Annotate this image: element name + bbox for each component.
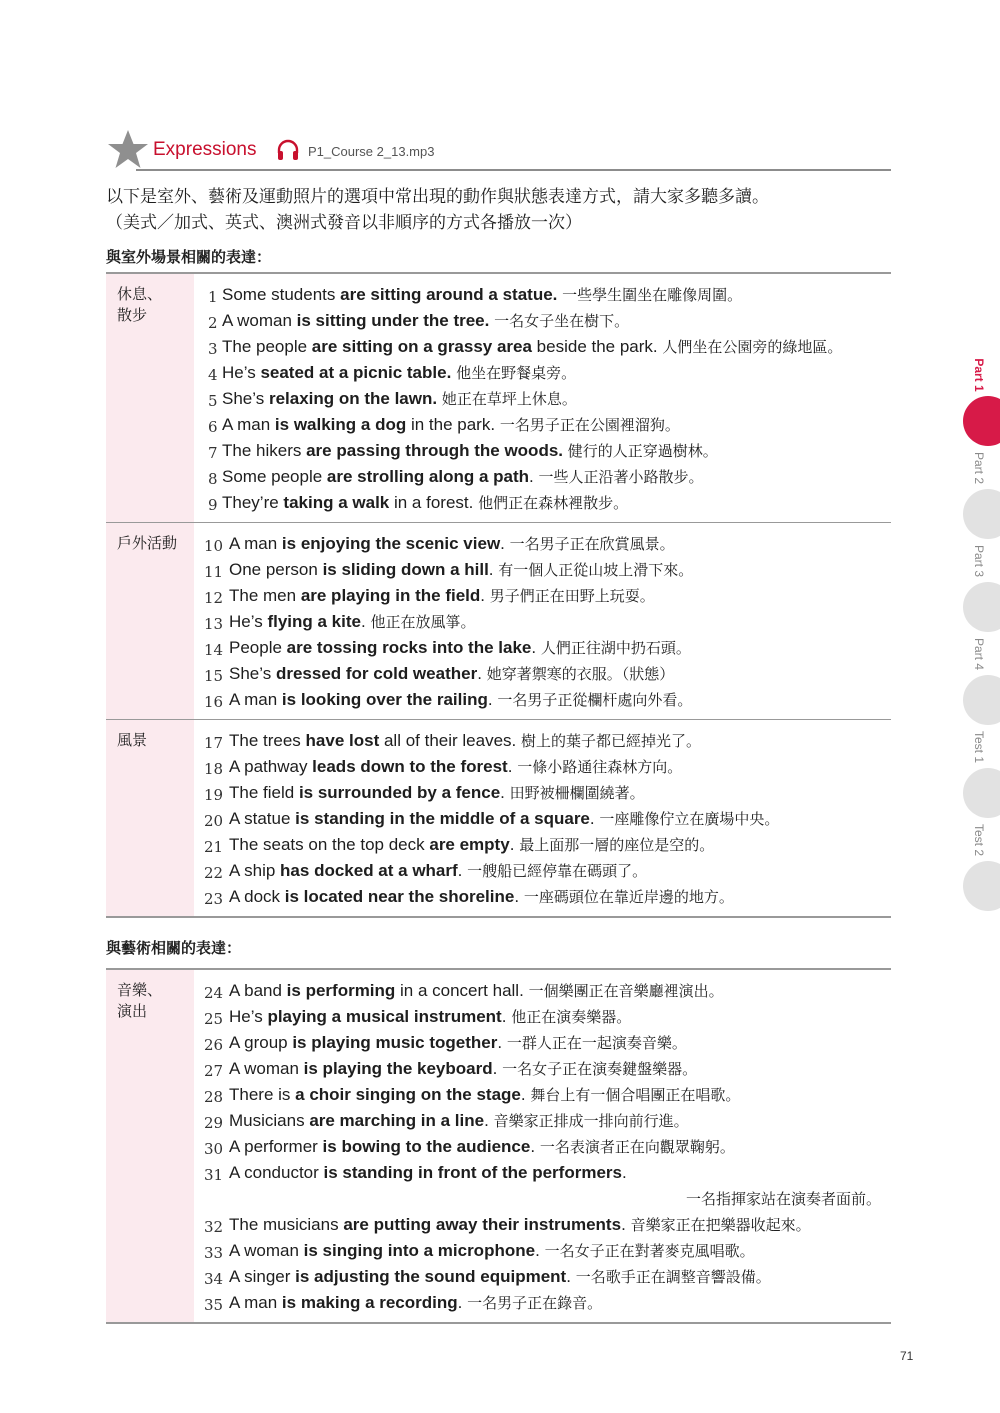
- expression-item: [194, 412, 891, 438]
- expression-number: 12: [204, 589, 224, 607]
- category-label-line: 音樂、: [117, 981, 163, 999]
- expression-item: [194, 308, 891, 334]
- expression-number: 33: [204, 1244, 224, 1262]
- expression-item: [194, 1030, 891, 1056]
- chinese-translation: 一座雕像佇立在廣場中央。: [594, 810, 780, 828]
- expression-key-phrase: is standing in front of the performers: [323, 1163, 622, 1182]
- expression-text: .: [457, 1293, 463, 1312]
- side-tab-label[interactable]: Part 3: [972, 544, 986, 577]
- expression-item: [194, 490, 891, 516]
- expression-number: 31: [204, 1166, 224, 1184]
- expression-text: The seats on the top deck: [229, 835, 430, 854]
- expression-text: He’s: [222, 363, 261, 382]
- expression-text: The trees: [229, 731, 306, 750]
- expression-number: 28: [204, 1088, 224, 1106]
- category-label: [106, 523, 194, 719]
- expression-text: A woman: [222, 311, 297, 330]
- expression-key-phrase: are marching in a line: [309, 1111, 485, 1130]
- expression-key-phrase: relaxing on the lawn.: [268, 389, 438, 408]
- expression-number: 7: [208, 444, 218, 462]
- expression-item: [194, 832, 891, 858]
- category-label-line: 演出: [117, 1002, 148, 1020]
- expression-number: 35: [204, 1296, 224, 1314]
- expression-number: 24: [204, 984, 224, 1002]
- expression-text: .: [529, 467, 534, 486]
- expression-text: There is: [229, 1085, 296, 1104]
- expression-text: .: [535, 1241, 540, 1260]
- expression-text: The men: [229, 586, 301, 605]
- expression-text: A woman: [229, 1059, 304, 1078]
- side-tab-label[interactable]: Test 1: [972, 730, 986, 763]
- expression-number: 16: [204, 693, 224, 711]
- expression-text: .: [621, 1215, 626, 1234]
- expression-text: She’s: [229, 664, 276, 683]
- expression-text: .: [589, 809, 595, 828]
- table-row: [106, 970, 891, 1322]
- art-heading: 與藝術相關的表達：: [106, 939, 242, 957]
- expression-number: 5: [208, 392, 218, 410]
- chinese-translation: 一名女子正在演奏鍵盤樂器。: [497, 1060, 698, 1078]
- expression-text: .: [514, 887, 520, 906]
- expression-number: 27: [204, 1062, 224, 1080]
- expression-key-phrase: is sliding down a hill: [322, 560, 489, 579]
- expression-item: [194, 1264, 891, 1290]
- audio-file-label[interactable]: P1_Course 2_13.mp3: [308, 144, 435, 159]
- chinese-translation: 一名男子正在欣賞風景。: [504, 535, 675, 553]
- chinese-translation: 男子們正在田野上玩耍。: [485, 587, 655, 605]
- expression-key-phrase: are sitting on a grassy area: [311, 337, 532, 356]
- expression-key-phrase: flying a kite: [267, 612, 361, 631]
- expression-key-phrase: are strolling along a path: [326, 467, 530, 486]
- expression-item: [194, 780, 891, 806]
- expression-key-phrase: is performing: [286, 981, 396, 1000]
- expression-text: A ship: [229, 861, 281, 880]
- expression-key-phrase: is making a recording: [281, 1293, 458, 1312]
- expression-text: .: [484, 1111, 489, 1130]
- category-label-line: 風景: [117, 731, 148, 749]
- expression-key-phrase: is walking a dog: [274, 415, 407, 434]
- expression-key-phrase: dressed for cold weather: [275, 664, 478, 683]
- expression-number: 32: [204, 1218, 224, 1236]
- expression-number: 34: [204, 1270, 224, 1288]
- expression-text: .: [480, 586, 486, 605]
- expression-item: [194, 1108, 891, 1134]
- expression-key-phrase: taking a walk: [283, 493, 390, 512]
- chinese-translation: 他正在演奏樂器。: [506, 1008, 632, 1026]
- table-row: [106, 274, 891, 523]
- expression-text: A singer: [229, 1267, 296, 1286]
- side-tab-label[interactable]: Part 4: [972, 637, 986, 670]
- chinese-translation: 一名男子正從欄杆處向外看。: [492, 691, 693, 709]
- side-tab-part-2[interactable]: [958, 433, 1000, 526]
- expression-text: in a concert hall.: [395, 981, 524, 1000]
- expression-text: A man: [222, 415, 275, 434]
- chinese-translation: 健行的人正穿過樹林。: [563, 442, 718, 460]
- side-tab-part-3[interactable]: [958, 526, 1000, 619]
- expression-item: [194, 754, 891, 780]
- expression-number: 17: [204, 734, 224, 752]
- expression-key-phrase: is playing music together: [292, 1033, 498, 1052]
- expression-number: 6: [208, 418, 218, 436]
- category-label: [106, 720, 194, 916]
- expression-text: The musicians: [229, 1215, 344, 1234]
- expression-key-phrase: is playing the keyboard: [303, 1059, 493, 1078]
- outdoor-expressions-table: [106, 272, 891, 918]
- star-icon: [106, 128, 150, 170]
- expression-key-phrase: is looking over the railing: [281, 690, 488, 709]
- expression-text: A group: [229, 1033, 293, 1052]
- expression-item: [194, 1082, 891, 1108]
- expression-key-phrase: is standing in the middle of a square: [295, 809, 590, 828]
- expression-number: 22: [204, 864, 224, 882]
- expression-number: 3: [208, 340, 218, 358]
- expression-text: .: [487, 690, 493, 709]
- expression-item: [194, 978, 891, 1004]
- expression-text: .: [500, 783, 505, 802]
- expression-key-phrase: leads down to the forest: [312, 757, 508, 776]
- expression-text: .: [360, 612, 366, 631]
- expression-text: The hikers: [222, 441, 307, 460]
- expression-text: A pathway: [229, 757, 313, 776]
- expression-text: .: [488, 560, 494, 579]
- chinese-translation: 一條小路通往森林方向。: [512, 758, 683, 776]
- expression-key-phrase: are putting away their instruments: [343, 1215, 622, 1234]
- expression-list: [194, 274, 891, 522]
- outdoor-heading: 與室外場景相關的表達：: [106, 248, 272, 266]
- chinese-translation: 一些學生圍坐在雕像周圍。: [557, 286, 743, 304]
- expression-key-phrase: have lost: [305, 731, 380, 750]
- expression-item: [194, 386, 891, 412]
- chinese-translation: 她正在草坪上休息。: [437, 390, 577, 408]
- header-rule: [136, 169, 891, 171]
- expression-item: [194, 609, 891, 635]
- expression-text: He’s: [229, 612, 268, 631]
- expression-key-phrase: playing a musical instrument: [267, 1007, 502, 1026]
- chinese-translation: 他正在放風箏。: [365, 613, 476, 631]
- expression-item: [194, 360, 891, 386]
- chinese-translation: 一名女子坐在樹下。: [489, 312, 630, 330]
- chinese-translation: 舞台上有一個合唱團正在唱歌。: [525, 1086, 741, 1104]
- expression-text: A performer: [229, 1137, 323, 1156]
- expression-text: A man: [229, 534, 282, 553]
- expression-text: The field: [229, 783, 299, 802]
- category-label-line: 散步: [117, 306, 148, 324]
- expression-text: A man: [229, 690, 282, 709]
- category-label-line: 休息、: [117, 285, 163, 303]
- expression-text: A band: [229, 981, 287, 1000]
- expression-text: .: [507, 757, 513, 776]
- expression-text: One person: [229, 560, 323, 579]
- chinese-translation: 他坐在野餐桌旁。: [451, 364, 577, 382]
- expression-key-phrase: is enjoying the scenic view: [281, 534, 501, 553]
- chinese-translation: 音樂家正在把樂器收起來。: [625, 1216, 811, 1234]
- expression-text: .: [509, 835, 515, 854]
- expression-text: .: [520, 1085, 526, 1104]
- art-expressions-table: [106, 968, 891, 1324]
- chinese-translation: 人們正往湖中扔石頭。: [536, 639, 691, 657]
- chinese-translation: 有一個人正從山坡上滑下來。: [493, 561, 694, 579]
- expression-item: [194, 282, 891, 308]
- expression-text: A woman: [229, 1241, 304, 1260]
- expression-item: [194, 464, 891, 490]
- intro-text: [106, 184, 906, 236]
- side-tabs: [958, 340, 1000, 900]
- expression-item: [194, 583, 891, 609]
- chinese-translation: 人們坐在公園旁的綠地區。: [657, 338, 843, 356]
- expression-list: [194, 720, 891, 916]
- expression-text: in a forest.: [389, 493, 474, 512]
- expression-text: .: [531, 638, 537, 657]
- expression-text: She’s: [222, 389, 269, 408]
- expression-number: 18: [204, 760, 224, 778]
- expression-number: 9: [208, 496, 218, 514]
- expression-item: [194, 1004, 891, 1030]
- page-number: 71: [900, 1349, 914, 1363]
- expression-number: 21: [204, 838, 224, 856]
- expression-text: .: [621, 1163, 627, 1182]
- expression-list: [194, 970, 891, 1322]
- expression-number: 11: [204, 563, 224, 581]
- expression-key-phrase: are empty: [429, 835, 510, 854]
- category-label-line: 戶外活動: [117, 534, 178, 552]
- chinese-translation: 她穿著禦寒的衣服。（狀態）: [481, 665, 675, 683]
- expression-item: [194, 858, 891, 884]
- expression-text: .: [500, 534, 505, 553]
- expression-item: [194, 1290, 891, 1316]
- expression-number: 13: [204, 615, 224, 633]
- expression-key-phrase: are passing through the woods.: [306, 441, 564, 460]
- expression-text: Some people: [222, 467, 327, 486]
- expression-item: [194, 1134, 891, 1160]
- chinese-translation: 田野被柵欄圍繞著。: [504, 784, 645, 802]
- expressions-header: [106, 128, 891, 172]
- chinese-translation: 一名女子正在對著麥克風唱歌。: [539, 1242, 755, 1260]
- expression-item: [194, 661, 891, 687]
- expression-number: 19: [204, 786, 224, 804]
- expression-number: 20: [204, 812, 224, 830]
- expression-number: 29: [204, 1114, 224, 1132]
- expression-number: 30: [204, 1140, 224, 1158]
- side-tab-label[interactable]: Part 1: [972, 358, 986, 392]
- section-title: Expressions: [153, 139, 257, 160]
- expression-text: in the park.: [406, 415, 496, 434]
- expression-item: [194, 438, 891, 464]
- expression-number: 1: [208, 288, 218, 306]
- expression-key-phrase: is adjusting the sound equipment: [295, 1267, 567, 1286]
- expression-text: .: [457, 861, 463, 880]
- expression-number: 10: [204, 537, 224, 555]
- expression-text: The people: [222, 337, 312, 356]
- expression-text: .: [566, 1267, 571, 1286]
- chinese-translation: 一名男子正在錄音。: [462, 1294, 603, 1312]
- expression-item: [194, 1238, 891, 1264]
- expression-item: [194, 531, 891, 557]
- expression-number: 25: [204, 1010, 224, 1028]
- expression-key-phrase: seated at a picnic table.: [260, 363, 452, 382]
- expression-text: He’s: [229, 1007, 268, 1026]
- expression-item: [194, 884, 891, 910]
- side-tab-label[interactable]: Part 2: [972, 451, 986, 484]
- table-row: [106, 720, 891, 916]
- chinese-translation: 一些人正沿著小路散步。: [533, 468, 704, 486]
- side-tab-test-2[interactable]: [958, 805, 1000, 898]
- chinese-translation: 一名指揮家站在演奏者面前。: [685, 1190, 881, 1208]
- table-row: [106, 523, 891, 720]
- expression-text: They’re: [222, 493, 284, 512]
- expression-number: 8: [208, 470, 218, 488]
- expression-text: Some students: [222, 285, 341, 304]
- expression-item: [194, 1212, 891, 1238]
- expression-text: A dock: [229, 887, 285, 906]
- chinese-translation: 一群人正在一起演奏音樂。: [502, 1034, 687, 1052]
- expression-key-phrase: a choir singing on the stage: [295, 1085, 521, 1104]
- expression-text: .: [492, 1059, 498, 1078]
- expression-text: A man: [229, 1293, 282, 1312]
- expression-item: [194, 557, 891, 583]
- expression-number: 26: [204, 1036, 224, 1054]
- expression-text: Musicians: [229, 1111, 310, 1130]
- expression-number: 23: [204, 890, 224, 908]
- expression-key-phrase: is singing into a microphone: [303, 1241, 536, 1260]
- chinese-translation: 一名男子正在公園裡溜狗。: [495, 416, 680, 434]
- chinese-translation: 他們正在森林裡散步。: [473, 494, 629, 512]
- side-tab-part-1[interactable]: [958, 340, 1000, 433]
- chinese-translation: 一名表演者正在向觀眾鞠躬。: [535, 1138, 735, 1156]
- expression-text: beside the park.: [531, 337, 658, 356]
- expression-text: .: [497, 1033, 503, 1052]
- expression-text: .: [530, 1137, 536, 1156]
- expression-item: [194, 806, 891, 832]
- expression-key-phrase: are playing in the field: [300, 586, 481, 605]
- expression-text: A conductor: [229, 1163, 324, 1182]
- side-tab-label[interactable]: Test 2: [972, 823, 986, 856]
- expression-item: [194, 728, 891, 754]
- expression-number: 15: [204, 667, 224, 685]
- category-label: [106, 970, 194, 1322]
- tab-dot-icon[interactable]: [963, 861, 1000, 911]
- expression-item: [194, 635, 891, 661]
- expression-key-phrase: are sitting around a statue.: [340, 285, 558, 304]
- expression-key-phrase: are tossing rocks into the lake: [286, 638, 532, 657]
- expression-item: [194, 334, 891, 360]
- chinese-translation: 一艘船已經停靠在碼頭了。: [462, 862, 648, 880]
- headphones-icon[interactable]: [276, 138, 300, 162]
- expression-text: .: [477, 664, 482, 683]
- chinese-translation: 一名歌手正在調整音響設備。: [570, 1268, 771, 1286]
- chinese-translation: 最上面那一層的座位是空的。: [514, 836, 715, 854]
- chinese-translation: 一個樂團正在音樂廳裡演出。: [523, 982, 724, 1000]
- side-tab-test-1[interactable]: [958, 712, 1000, 805]
- side-tab-part-4[interactable]: [958, 619, 1000, 712]
- expression-key-phrase: is surrounded by a fence: [298, 783, 501, 802]
- expression-number: 4: [208, 366, 218, 384]
- expression-key-phrase: is sitting under the tree.: [296, 311, 490, 330]
- category-label: [106, 274, 194, 522]
- expression-text: People: [229, 638, 287, 657]
- intro-line-2: （美式／加式、英式、澳洲式發音以非順序的方式各播放一次）: [106, 213, 582, 233]
- expression-text: A statue: [229, 809, 296, 828]
- expression-number: 14: [204, 641, 224, 659]
- intro-line-1: 以下是室外、藝術及運動照片的選項中常出現的動作與狀態表達方式，請大家多聽多讀。: [106, 187, 769, 207]
- expression-text: all of their leaves.: [379, 731, 517, 750]
- expression-key-phrase: is located near the shoreline: [284, 887, 515, 906]
- expression-item-continued: [194, 1186, 891, 1212]
- expression-item: [194, 1160, 891, 1186]
- chinese-translation: 一座碼頭位在靠近岸邊的地方。: [519, 888, 734, 906]
- expression-list: [194, 523, 891, 719]
- expression-key-phrase: is bowing to the audience: [322, 1137, 531, 1156]
- chinese-translation: 音樂家正排成一排向前行進。: [488, 1112, 689, 1130]
- expression-text: .: [501, 1007, 507, 1026]
- expression-item: [194, 1056, 891, 1082]
- expression-number: 2: [208, 314, 218, 332]
- expression-item: [194, 687, 891, 713]
- expression-key-phrase: has docked at a wharf: [280, 861, 458, 880]
- chinese-translation: 樹上的葉子都已經掉光了。: [516, 732, 702, 750]
